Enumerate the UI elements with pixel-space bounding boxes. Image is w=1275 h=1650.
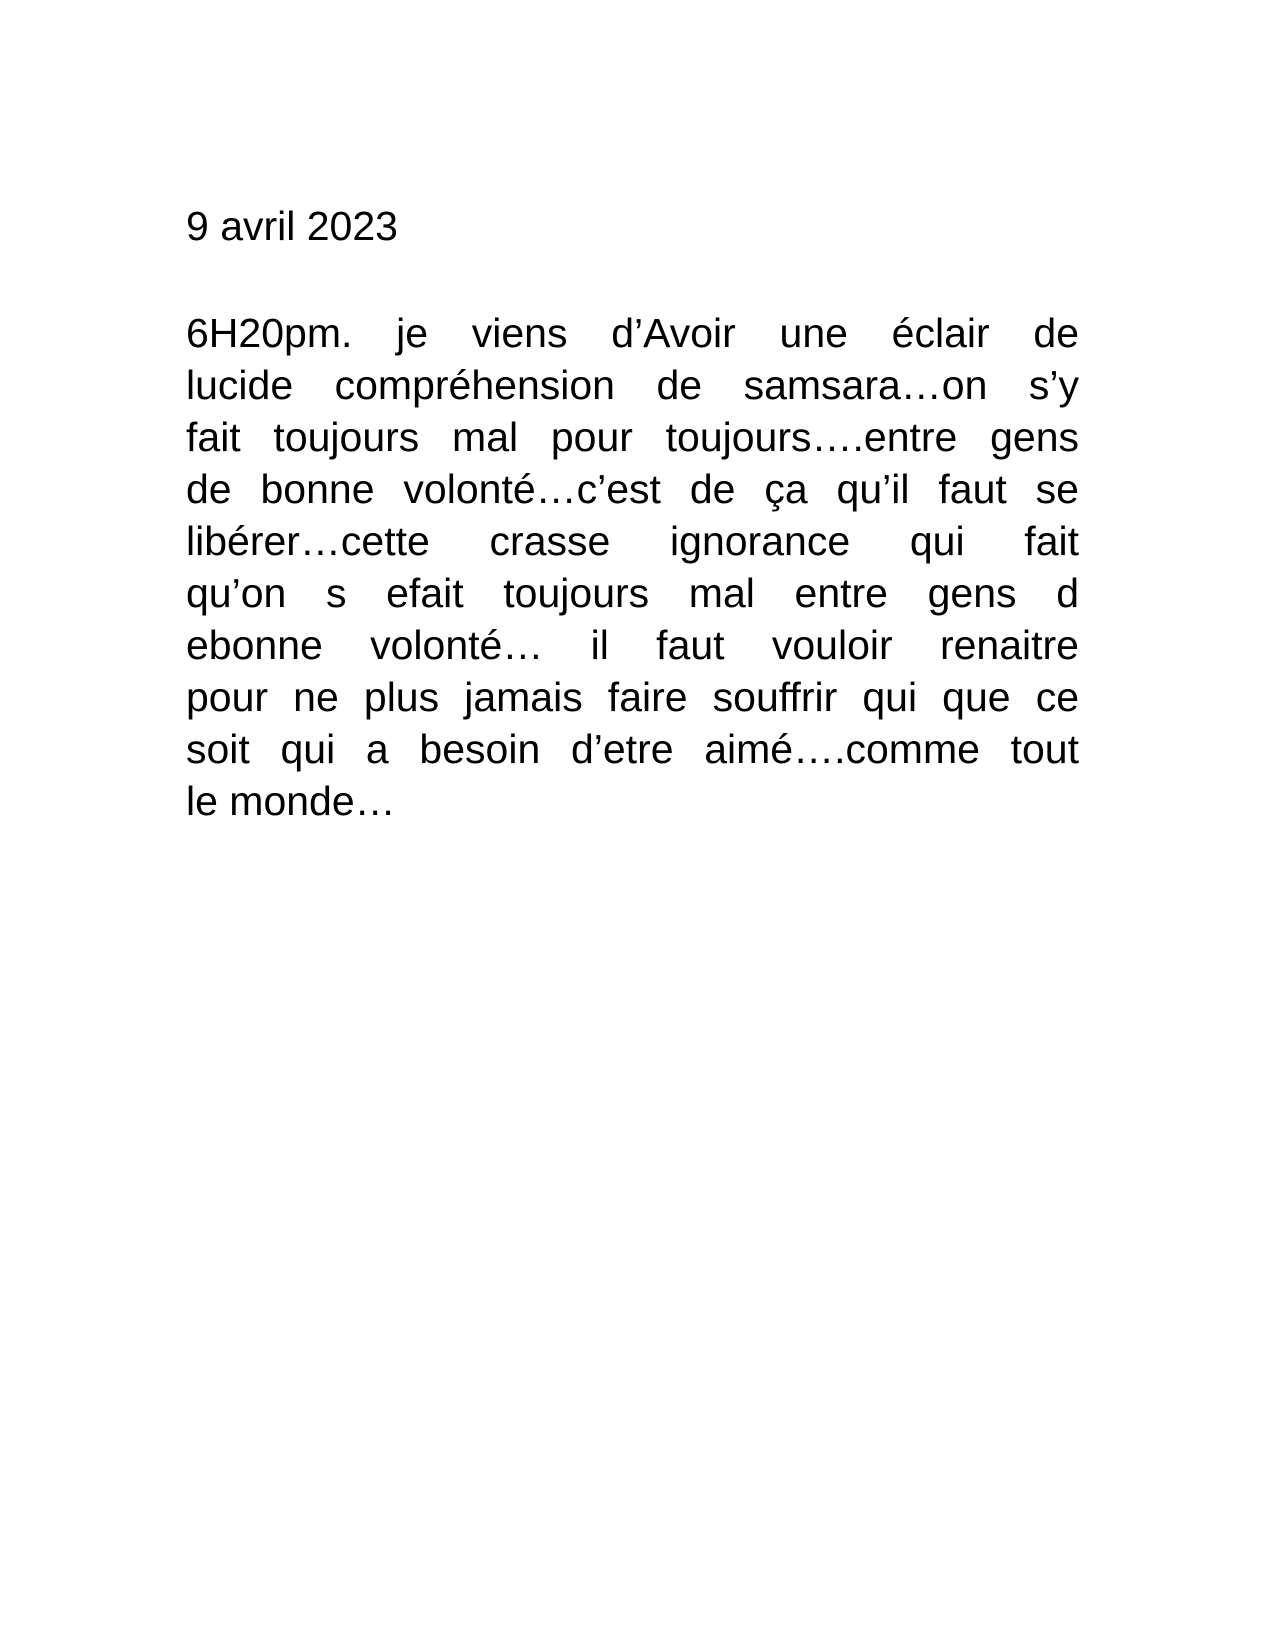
entry-date: 9 avril 2023 [186,203,398,249]
entry-line: 6H20pm. je viens d’Avoir une éclair de [186,310,1079,356]
entry-line: pour ne plus jamais faire souffrir qui que ce [186,674,1079,720]
entry-line: de bonne volonté…c’est de ça qu’il faut se [186,466,1079,512]
entry-line: libérer…cette crasse ignorance qui fait [186,518,1079,564]
entry-line: lucide compréhension de samsara…on s’y [186,362,1079,408]
entry-line: ebonne volonté… il faut vouloir renaitre [186,622,1079,668]
entry-line: fait toujours mal pour toujours….entre gens [186,414,1079,460]
entry-line: qu’on s efait toujours mal entre gens d [186,570,1079,616]
entry-line: soit qui a besoin d’etre aimé….comme tout [186,726,1079,772]
entry-line: le monde… [186,778,396,824]
